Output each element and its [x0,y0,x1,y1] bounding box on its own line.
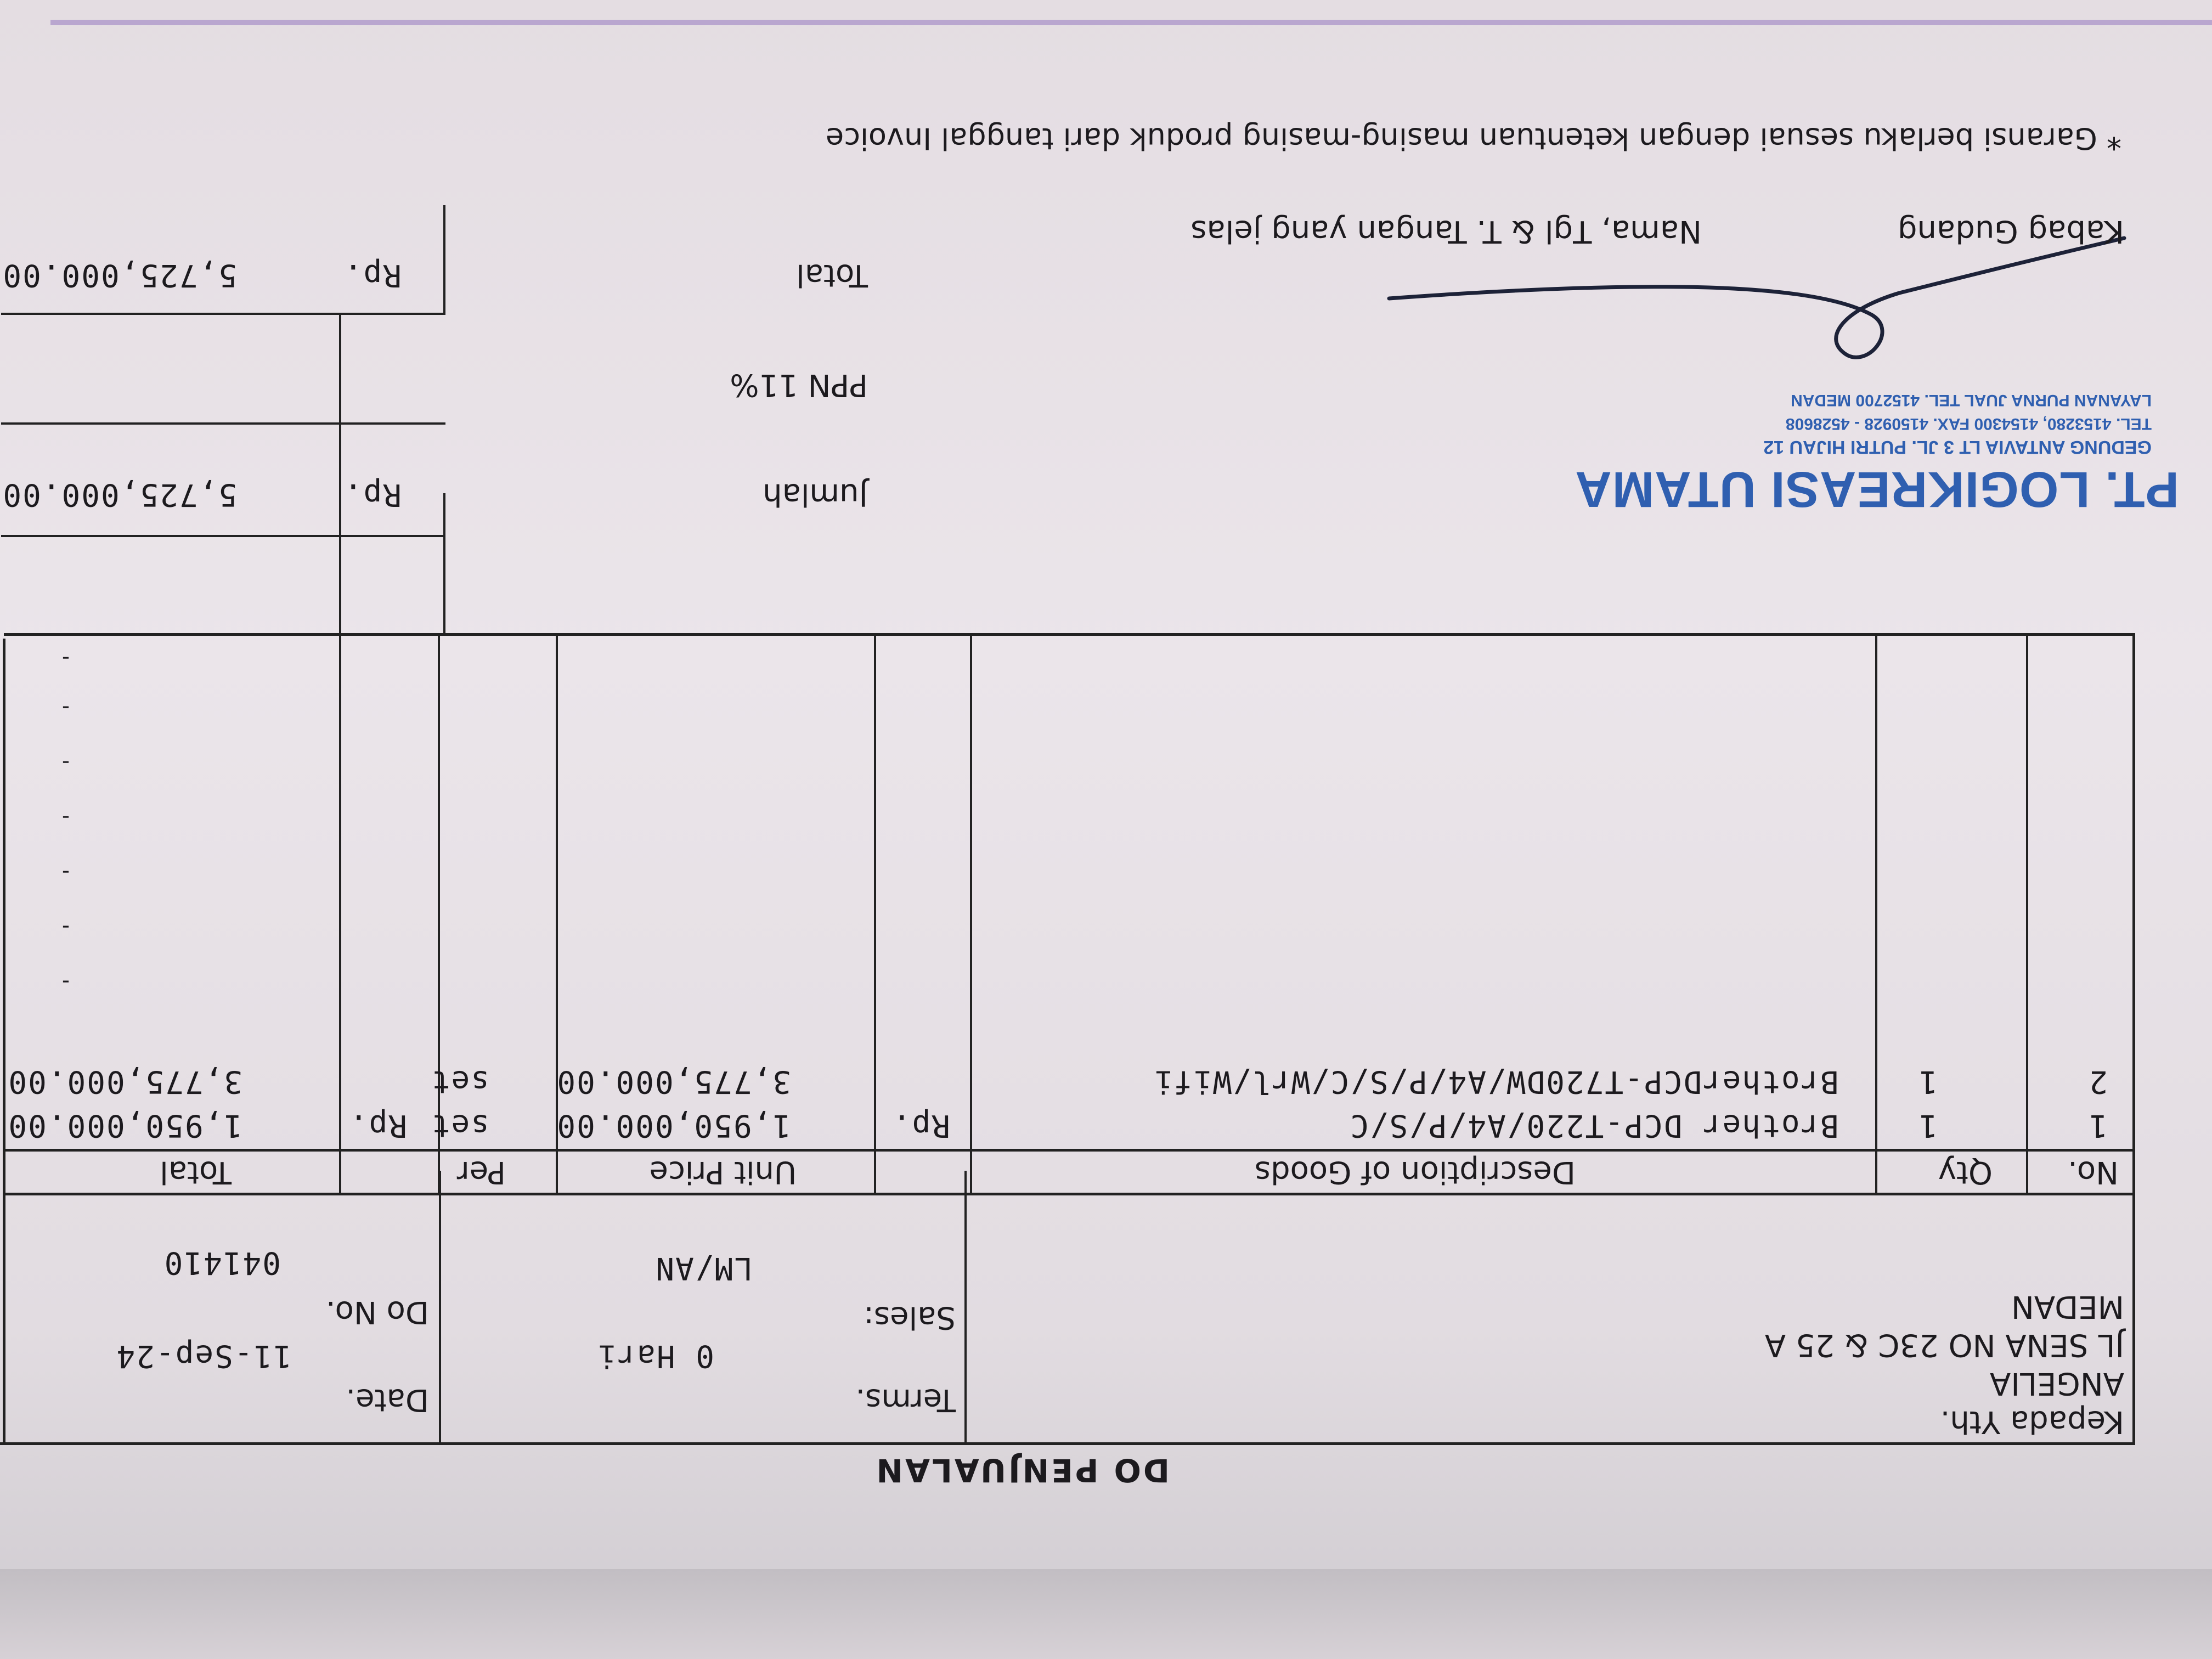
row-2-total: 3,775,000.00 [7,1064,242,1099]
col-divider-qty [1875,636,1877,1195]
row-2-no: 2 [2088,1064,2108,1099]
ppn-label: PPN 11% [730,367,868,403]
stamp-service: LAYANAN PURNA JUAL TEL. 4152700 MEDAN [1791,391,2152,409]
customer-city: MEDAN [2011,1289,2124,1324]
grand-total-currency: Rp. [342,257,402,293]
row-2-desc: BrotherDCP-T720DW/A4/P/S/C/Wrl/Wifi [1153,1064,1839,1099]
summary-divider-inner [339,315,341,499]
row-1-qty: 1 [1918,1108,1938,1143]
warranty-footnote: * Garansi berlaku sesuai dengan ketentuan masing-masing produk dari tanggal Invoice [826,121,2121,156]
jumlah-value: 5,725,000.00 [2,477,237,512]
sales-value: LM/AN [654,1250,753,1286]
empty-row-dash: - [59,915,72,940]
to-label: Kepada Yth. [1940,1404,2124,1440]
document-title: DO PENJUALAN [874,1452,1170,1489]
col-qty-header: Qty [1938,1154,1993,1190]
summary-divider-total [443,205,445,315]
terms-value: 0 Hari [596,1338,714,1374]
header-divider-1 [964,1171,967,1445]
stamp-address: GEDUNG ANTAVIA LT 3 JL. PUTRI HIJAU 12 [1763,437,2152,458]
row-1-price-currency: Rp. [891,1108,950,1143]
row-1-no: 1 [2088,1108,2108,1143]
summary-line-ppn [1,422,445,425]
row-2-unit-price: 3,775,000.00 [556,1064,791,1099]
empty-row-dash: - [59,696,72,721]
col-total-header: Total [160,1154,232,1190]
table-header-bottom [4,1149,2135,1152]
date-value: 11-Sep-24 [115,1338,292,1374]
header-divider-2 [439,1171,441,1445]
empty-row-dash: - [59,646,72,672]
summary-divider-cur [443,493,445,636]
grand-total-label: Total [796,257,868,293]
col-price-header: Unit Price [649,1154,797,1190]
col-no-header: No. [2068,1154,2119,1190]
jumlah-label: Jumlah [763,477,868,512]
do-number-label: Do No. [325,1294,429,1330]
row-1-desc: Brother DCP-T220/A4/P/S/C [1349,1108,1839,1143]
sales-label: Sales: [864,1300,956,1335]
kabag-gudang-label: Kabag Gudang [1897,213,2124,249]
col-desc-header: Description of Goods [1254,1154,1576,1190]
summary-line-2 [1,313,445,315]
handwritten-signature [1362,227,2130,403]
empty-row-dash: - [59,970,72,995]
row-1-unit-price: 1,950,000.00 [556,1108,791,1143]
empty-row-dash: - [59,751,72,776]
col-divider-cur1 [874,636,876,1195]
table-bottom [4,633,2135,636]
col-divider-desc [970,636,972,1195]
table-left-border [2132,633,2135,1445]
paper-edge [50,20,2212,25]
do-number-value: 041410 [163,1245,281,1280]
stamp-company-name: PT. LOGIKREASI UTAMA [1575,461,2179,517]
header-box-top [0,1442,2135,1445]
jumlah-currency: Rp. [342,477,402,512]
summary-line-1 [1,535,445,537]
grand-total-value: 5,725,000.00 [2,257,237,293]
col-divider-no [2026,636,2028,1195]
row-1-per: set [430,1108,489,1143]
table-right-border [3,639,5,1445]
col-divider-cur2 [339,499,341,1195]
row-2-qty: 1 [1918,1064,1938,1099]
empty-row-dash: - [59,860,72,885]
col-per-header: Per [456,1154,506,1190]
empty-row-dash: - [59,805,72,831]
row-1-total-currency: Rp. [348,1108,407,1143]
table-header-top [4,1193,2135,1195]
date-label: Date. [346,1382,429,1418]
row-1-total: 1,950,000.00 [7,1108,242,1143]
terms-label: Terms. [855,1382,956,1418]
customer-name: ANGELIA [1990,1365,2124,1401]
stamp-phone: TEL. 4153280, 4154300 FAX. 4150928 - 4528608 [1785,415,2152,433]
receiver-sign-label: Nama, Tgl & T. Tangan yang jelas [1190,213,1702,249]
customer-address: JL SENA NO 23C & 25 A [1764,1327,2124,1363]
row-2-per: set [430,1064,489,1099]
